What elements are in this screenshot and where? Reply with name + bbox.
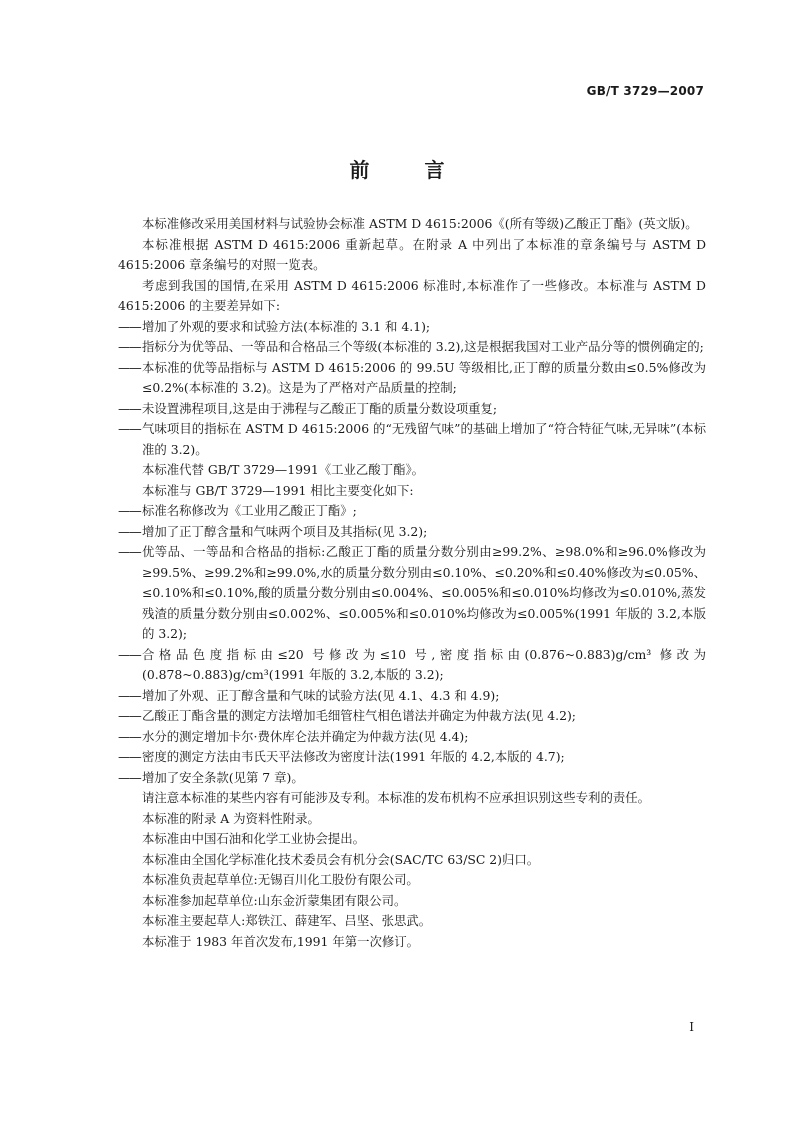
dash-mark: —— [118, 400, 141, 416]
list-item-text: 乙酸正丁酯含量的测定方法增加毛细管柱气相色谱法并确定为仲裁方法(见 4.2); [142, 708, 576, 723]
list-item [118, 317, 706, 338]
list-item-text: 气味项目的指标在 ASTM D 4615:2006 的“无残留气味”的基础上增加了“符合特征气味,无异味”(本标准的 3.2)。 [142, 421, 706, 457]
list-item-text: 密度的测定方法由韦氏天平法修改为密度计法(1991 年版的 4.2,本版的 4.7); [142, 749, 565, 764]
list-item [118, 645, 706, 686]
list-item [118, 522, 706, 543]
dash-mark: —— [118, 503, 141, 518]
paragraph: 请注意本标准的某些内容有可能涉及专利。本标准的发布机构不应承担识别这些专利的责任。 [142, 790, 651, 805]
document-body [118, 214, 706, 952]
list-item-text: 本标准的优等品指标与 ASTM D 4615:2006 的 99.5U 等级相比,正丁醇的质量分数由≤0.5%修改为≤0.2%(本标准的 3.2)。这是为了严格对产品质量的控制; [142, 359, 706, 395]
standard-number: GB/T 3729—2007 [586, 84, 704, 98]
paragraph: 本标准根据 ASTM D 4615:2006 重新起草。在附录 A 中列出了本标准的章条编号与 ASTM D 4615:2006 章条编号的对照一览表。 [118, 236, 706, 272]
list-item [118, 706, 706, 727]
paragraph: 本标准参加起草单位:山东金沂蒙集团有限公司。 [142, 892, 407, 908]
paragraph: 本标准由全国化学标准化技术委员会有机分会(SAC/TC 63/SC 2)归口。 [142, 851, 540, 867]
paragraph: 本标准于 1983 年首次发布,1991 年第一次修订。 [142, 933, 420, 949]
list-item [118, 542, 706, 645]
paragraph: 本标准由中国石油和化学工业协会提出。 [142, 831, 366, 846]
list-item [118, 337, 706, 358]
list-item [118, 768, 706, 789]
list-item [118, 501, 706, 522]
list-item-text: 增加了安全条款(见第 7 章)。 [142, 769, 304, 785]
list-item-text: 未设置沸程项目,这是由于沸程与乙酸正丁酯的质量分数设项重复; [142, 400, 498, 416]
paragraph: 本标准与 GB/T 3729—1991 相比主要变化如下: [142, 482, 414, 498]
dash-mark: —— [118, 728, 141, 744]
list-item [118, 419, 706, 460]
list-item-text: 水分的测定增加卡尔·费休库仑法并确定为仲裁方法(见 4.4); [142, 728, 469, 744]
list-item [118, 399, 706, 420]
dash-mark: —— [118, 544, 141, 559]
page-number: I [689, 1020, 694, 1034]
paragraph: 本标准负责起草单位:无锡百川化工股份有限公司。 [142, 872, 419, 887]
dash-mark: —— [118, 359, 141, 375]
list-item [118, 727, 706, 748]
list-item-text: 合格品色度指标由≤20 号修改为≤10 号,密度指标由(0.876~0.883)g/cm³ 修改为(0.878~0.883)g/cm³(1991 年版的 3.2,本版的 3.2); [142, 646, 706, 682]
dash-mark: —— [118, 769, 141, 785]
dash-mark: —— [118, 523, 141, 539]
dash-mark: —— [118, 749, 141, 764]
dash-mark: —— [118, 318, 141, 334]
dash-mark: —— [118, 421, 141, 436]
paragraph: 本标准修改采用美国材料与试验协会标准 ASTM D 4615:2006《(所有等级)乙酸正丁酯》(英文版)。 [142, 216, 698, 231]
paragraph: 本标准主要起草人:郑铁江、薛建军、吕坚、张思武。 [142, 913, 432, 928]
list-item-text: 增加了外观、正丁醇含量和气味的试验方法(见 4.1、4.3 和 4.9); [142, 687, 500, 703]
paragraph: 本标准代替 GB/T 3729—1991《工业乙酸丁酯》。 [142, 462, 425, 477]
paragraph: 本标准的附录 A 为资料性附录。 [142, 810, 320, 826]
page-title: 前 言 [349, 158, 469, 182]
list-item [118, 747, 706, 768]
list-item-text: 增加了正丁醇含量和气味两个项目及其指标(见 3.2); [142, 523, 428, 539]
list-item-text: 增加了外观的要求和试验方法(本标准的 3.1 和 4.1); [142, 318, 431, 334]
list-item-text: 优等品、一等品和合格品的指标:乙酸正丁酯的质量分数分别由≥99.2%、≥98.0%和≥96.0%修改为≥99.5%、≥99.2%和≥99.0%,水的质量分数分别由≤0.10%、≤0.20%和≤0.40%修改为≤0.05%、≤0.10%和≤0.10%,酸的质量分数分别由≤0.004%、≤0.005%和≤0.010%均修改为≤0.010%,蒸发残渣的质量分数分别由≤0.002%、≤0.005%和≤0.010%均修改为≤0.005%(1991 年版的 3.2,本版的 3.2); [142, 544, 706, 641]
list-item-text: 指标分为优等品、一等品和合格品三个等级(本标准的 3.2),这是根据我国对工业产品分等的惯例确定的; [142, 339, 704, 354]
list-item-text: 标准名称修改为《工业用乙酸正丁酯》; [142, 503, 357, 518]
list-item [118, 358, 706, 399]
list-item [118, 686, 706, 707]
dash-mark: —— [118, 687, 141, 703]
dash-mark: —— [118, 708, 141, 723]
paragraph: 考虑到我国的国情,在采用 ASTM D 4615:2006 标准时,本标准作了一些修改。本标准与 ASTM D 4615:2006 的主要差异如下: [118, 277, 706, 313]
dash-mark: —— [118, 339, 141, 354]
dash-mark: —— [118, 646, 141, 662]
